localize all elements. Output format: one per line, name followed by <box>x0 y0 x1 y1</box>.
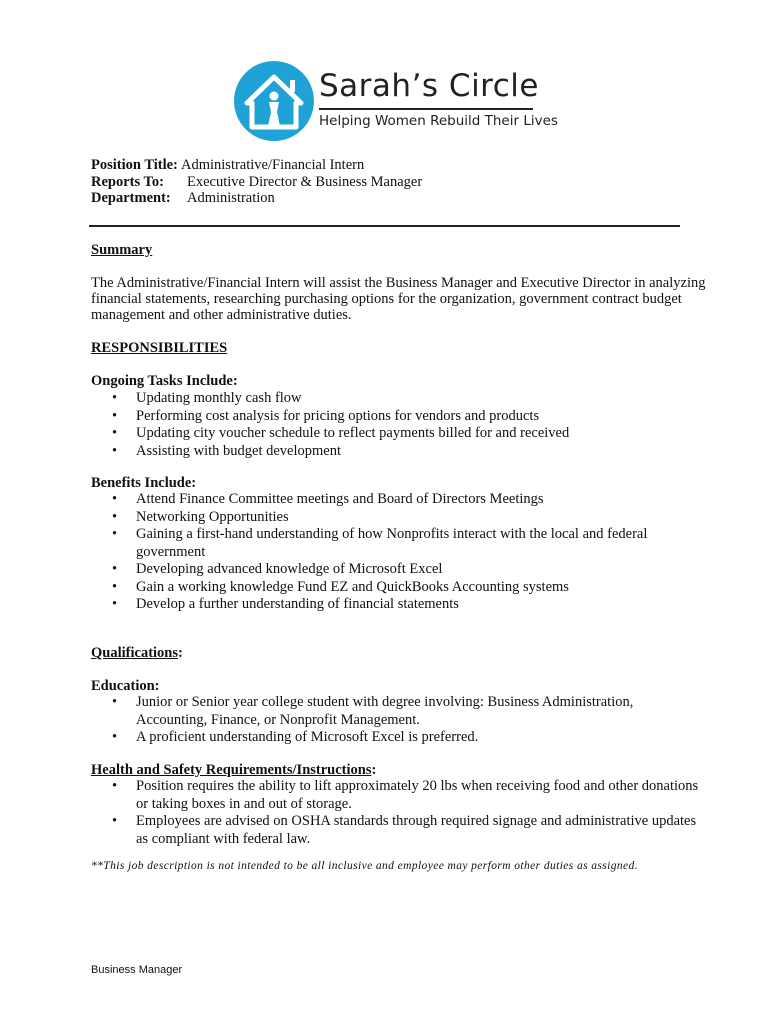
list-item-line: • Networking Opportunities <box>136 508 289 525</box>
benefits-list <box>111 491 647 614</box>
reports-to-label: Reports To: <box>91 174 164 190</box>
qualifications-heading <box>91 645 183 662</box>
house-woman-logo-icon <box>233 60 315 142</box>
sarahs-circle-logo <box>233 60 558 146</box>
list-item-line: • Developing advanced knowledge of Microsoft Excel <box>136 561 443 577</box>
list-item-line: as compliant with federal law. <box>136 830 311 847</box>
health-safety-heading-colon: : <box>371 762 377 778</box>
list-item <box>111 694 633 729</box>
list-item <box>111 729 633 747</box>
list-item <box>111 778 698 813</box>
department-row <box>91 190 275 206</box>
reports-to-value: Executive Director & Business Manager <box>187 174 423 190</box>
disclaimer-note: **This job description is not intended to be all inclusive and employee may perform other duties as assigned. <box>91 860 638 872</box>
list-item <box>111 509 647 527</box>
qualifications-heading-colon: : <box>178 645 183 661</box>
position-title-row <box>91 157 365 173</box>
logo-name: Sarah’s Circle <box>319 68 539 104</box>
reports-to-row <box>91 174 423 190</box>
list-item-line: government <box>136 543 206 560</box>
logo-rule <box>319 108 533 110</box>
list-item-line: • Updating city voucher schedule to reflect payments billed for and received <box>136 425 570 441</box>
responsibilities-heading: RESPONSIBILITIES <box>91 340 228 356</box>
summary-line: The Administrative/Financial Intern will assist the Business Manager and Executive Director in analyzing <box>91 275 706 291</box>
list-item <box>111 443 569 461</box>
health-safety-heading-text: Health and Safety Requirements/Instructions <box>91 762 372 778</box>
health-safety-heading <box>91 762 376 779</box>
list-item <box>111 526 647 561</box>
list-item-line: • Gaining a first-hand understanding of how Nonprofits interact with the local and federal <box>136 526 648 542</box>
list-item-line: • Develop a further understanding of financial statements <box>136 596 459 612</box>
list-item <box>111 390 569 408</box>
list-item-line: • Assisting with budget development <box>136 442 341 459</box>
logo-tagline: Helping Women Rebuild Their Lives <box>319 113 558 129</box>
list-item <box>111 561 647 579</box>
education-heading: Education: <box>91 678 160 694</box>
list-item-line: • Attend Finance Committee meetings and Board of Directors Meetings <box>136 491 544 507</box>
list-item-line: • Updating monthly cash flow <box>136 390 302 406</box>
summary-line: financial statements, researching purchasing options for the organization, government contract budget <box>91 291 682 307</box>
position-title-value: Administrative/Financial Intern <box>181 157 365 173</box>
education-list <box>111 694 633 747</box>
summary-heading: Summary <box>91 242 153 258</box>
page-footer: Business Manager <box>91 964 183 976</box>
benefits-heading: Benefits Include: <box>91 475 197 491</box>
position-title-label: Position Title: <box>91 157 178 173</box>
list-item <box>111 408 569 426</box>
list-item-line: Accounting, Finance, or Nonprofit Management. <box>136 711 420 728</box>
qualifications-heading-text: Qualifications <box>91 645 179 661</box>
list-item <box>111 596 647 614</box>
list-item-line: • Position requires the ability to lift approximately 20 lbs when receiving food and other donations <box>136 778 699 794</box>
header-divider <box>89 225 680 227</box>
list-item-line: • Gain a working knowledge Fund EZ and QuickBooks Accounting systems <box>136 578 569 595</box>
ongoing-tasks-list <box>111 390 569 460</box>
list-item-line: • Employees are advised on OSHA standards through required signage and administrative updates <box>136 813 697 829</box>
department-label: Department: <box>91 190 171 206</box>
department-value: Administration <box>187 190 275 206</box>
list-item <box>111 491 647 509</box>
summary-line: management and other administrative duties. <box>91 307 352 323</box>
health-safety-list <box>111 778 698 848</box>
list-item <box>111 579 647 597</box>
list-item <box>111 425 569 443</box>
list-item <box>111 813 698 848</box>
list-item-line: • Junior or Senior year college student with degree involving: Business Administration, <box>136 694 634 710</box>
list-item-line: • Performing cost analysis for pricing options for vendors and products <box>136 407 540 424</box>
ongoing-tasks-heading: Ongoing Tasks Include: <box>91 373 238 389</box>
list-item-line: • A proficient understanding of Microsoft Excel is preferred. <box>136 729 479 745</box>
list-item-line: or taking boxes in and out of storage. <box>136 795 352 812</box>
